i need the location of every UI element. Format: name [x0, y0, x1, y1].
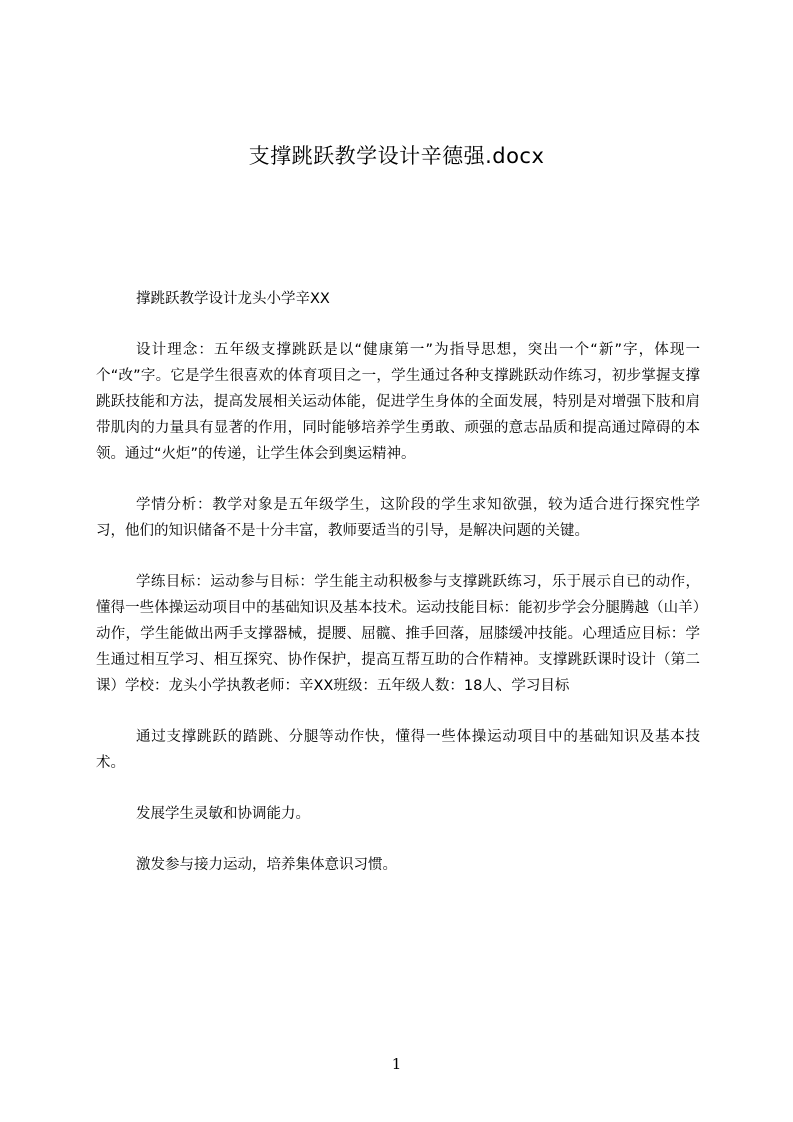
paragraph-learner-analysis: 学情分析：教学对象是五年级学生，这阶段的学生求知欲强，较为适合进行探究性学习，他们的知识储备不是十分丰富，教师要适当的引导，是解决问题的关键。 — [96, 497, 700, 539]
paragraph-subtitle: 撑跳跃教学设计龙头小学辛XX — [136, 291, 330, 307]
document-title: 支撑跳跃教学设计辛德强.docx — [248, 144, 545, 168]
document-body — [96, 286, 700, 903]
paragraph-learning-goals: 学练目标：运动参与目标：学生能主动积极参与支撑跳跃练习，乐于展示自已的动作，懂得一些体操运动项目中的基础知识及基本技术。运动技能目标：能初步学会分腿腾越（山羊）动作，学生能做出两手支撑器械，提腰、屈髋、推手回落，屈膝缓冲技能。心理适应目标：学生通过相互学习、相互探究、协作保护，提高互帮互助的合作精神。支撑跳跃课时设计（第二课）学校：龙头小学执教老师：辛XX班级：五年级人数：18人、学习目标 — [96, 574, 700, 694]
paragraph-design-concept: 设计理念：五年级支撑跳跃是以“健康第一”为指导思想，突出一个“新”字，体现一个“改”字。它是学生很喜欢的体育项目之一，学生通过各种支撑跳跃动作练习，初步掌握支撑跳跃技能和方法，提高发展相关运动体能，促进学生身体的全面发展，特别是对增强下肢和肩带肌肉的力量具有显著的作用，同时能够培养学生勇敢、顽强的意志品质和提高通过障碍的本领。通过“火炬”的传递，让学生体会到奥运精神。 — [96, 342, 700, 462]
paragraph-goal-agility: 发展学生灵敏和协调能力。 — [136, 806, 310, 822]
paragraph-goal-skill: 通过支撑跳跃的踏跳、分腿等动作快，懂得一些体操运动项目中的基础知识及基本技术。 — [96, 729, 700, 771]
paragraph-goal-teamwork: 激发参与接力运动，培养集体意识习惯。 — [136, 857, 397, 873]
page-number: 1 — [391, 1055, 402, 1073]
